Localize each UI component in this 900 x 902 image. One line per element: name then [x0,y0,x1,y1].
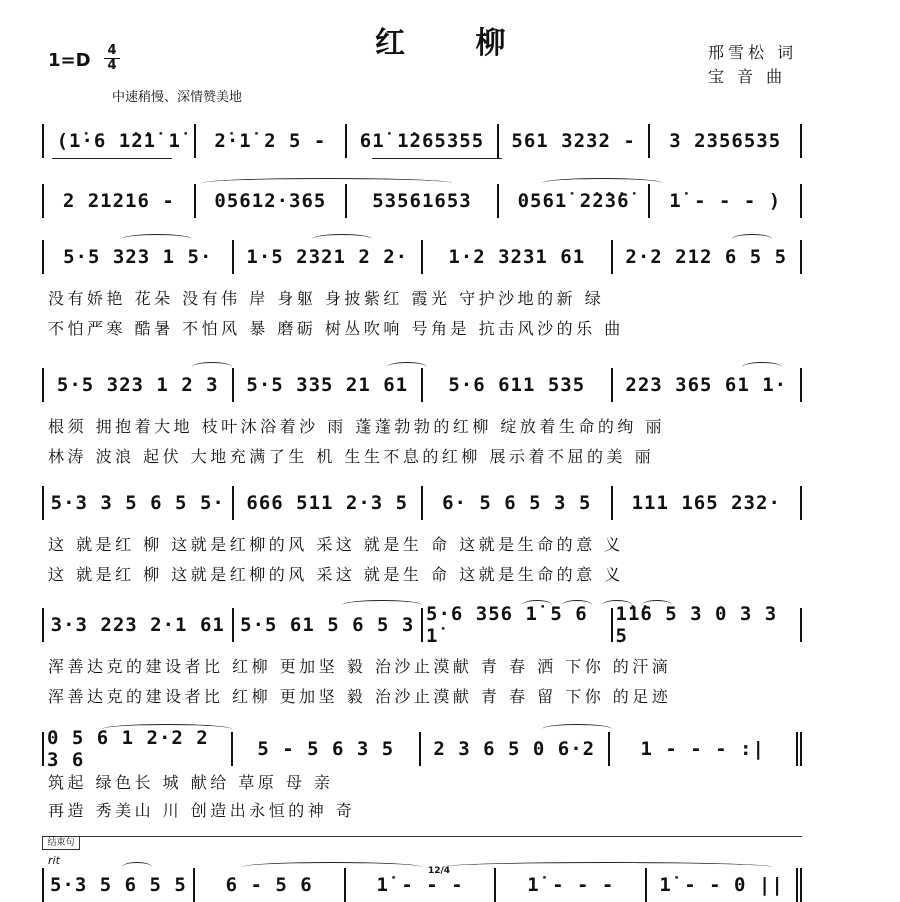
bar: 0 5 6 1 2·2 2 3 6 [42,732,233,766]
fermata-meter: 12/4 [428,866,451,876]
bar: 561 3232 - [499,124,651,158]
notes-row [42,368,802,402]
bar: 1̇ - - - [346,868,497,902]
beam-line [52,158,172,159]
bar: 3·3 223 2·1 61 [42,608,234,642]
bar: 5·6 611 535 [423,368,613,402]
bar: 61̇ 1̇265355 [347,124,499,158]
bar: 1 - - - :| [610,732,803,766]
lyric-verse-1: 没有娇艳 花朵 没有伟 岸 身躯 身披紫红 霞光 守护沙地的新 绿 [48,289,605,308]
lyric-verse-2: 不怕严寒 酷暑 不怕风 暴 磨砺 树丛吹响 号角是 抗击风沙的乐 曲 [48,319,624,338]
bar: 53561653 [347,184,499,218]
bar: 1̇1̇6 5 3 0 3 3 5 [613,608,803,642]
bar: 5·5 61 5 6 5 3 [234,608,424,642]
bar: 6 - 5 6 [195,868,346,902]
coda-label: 结束句 [42,836,80,850]
lyric-verse-2: 这 就是红 柳 这就是红柳的风 采这 就是生 命 这就是生命的意 义 [48,565,624,584]
bar: 0561̇ 2̇2̇3̇6̇ [499,184,651,218]
lyric-verse-1: 这 就是红 柳 这就是红柳的风 采这 就是生 命 这就是生命的意 义 [48,535,624,554]
lyricist-credit: 邢雪松 词 [708,43,798,62]
bar: 223 365 61 1· [613,368,803,402]
bar: 111 165 232· [613,486,803,520]
notes-row [42,486,802,520]
notes-row [42,240,802,274]
bar: 1̇ - - - [496,868,647,902]
bar: 2 3 6 5 0 6·2 [421,732,610,766]
bar: 5 - 5 6 3 5 [233,732,422,766]
lyric-verse-2: 浑善达克的建设者比 红柳 更加坚 毅 治沙止漠献 青 春 留 下你 的足迹 [48,687,672,706]
tempo-marking: 中速稍慢、深情赞美地 [112,90,243,105]
time-signature [104,44,120,73]
notes-row [42,868,802,902]
bar: 6· 5 6 5 3 5 [423,486,613,520]
bar: 1·2 3231 61 [423,240,613,274]
bar: 2·2 212 6 5 5 [613,240,803,274]
notes-row [42,727,802,771]
notes-row [42,124,802,158]
coda-bracket [42,836,802,838]
bar: 1̇ - - - ) [650,184,802,218]
bar: 5·3 3 5 6 5 5· [42,486,234,520]
bar: 666 511 2·3 5 [234,486,424,520]
composer-credit: 宝 音 曲 [708,67,787,86]
song-title: 红 柳 [375,26,536,61]
lyric-verse-2: 再造 秀美山 川 创造出永恒的神 奇 [48,801,356,820]
bar: 2 21216 - [42,184,196,218]
meter-top: 4 [107,43,117,58]
rit-marking: rit [48,854,60,867]
notes-row [42,603,802,647]
lyric-verse-2: 林涛 波浪 起伏 大地充满了生 机 生生不息的红柳 展示着不屈的美 丽 [48,447,655,466]
meter-bottom: 4 [104,58,120,73]
bar: 5·6 356 1̇ 5 6 1̇ [423,608,613,642]
bar: 5·5 323 1 2 3 [42,368,234,402]
bar: 1̇ - - 0 || [647,868,802,902]
bar: 3 2356535 [650,124,802,158]
bar: 2̇·1̇ 2 5 - [196,124,348,158]
bar: (1̇·6 1̇2̇1̇ 1̇ [42,124,196,158]
bar: 5·3 5 6 5 5 [42,868,195,902]
bar: 5·5 335 21 61 [234,368,424,402]
lyric-verse-1: 根须 拥抱着大地 枝叶沐浴着沙 雨 蓬蓬勃勃的红柳 绽放着生命的绚 丽 [48,417,666,436]
notes-row [42,184,802,218]
bar: 5·5 323 1 5· [42,240,234,274]
bar: 05612·365 [196,184,348,218]
bar: 1·5 2321 2 2· [234,240,424,274]
beam-line [372,158,502,159]
lyric-verse-1: 浑善达克的建设者比 红柳 更加坚 毅 治沙止漠献 青 春 洒 下你 的汗滴 [48,657,672,676]
key-signature: 1=D [48,50,91,71]
lyric-verse-1: 筑起 绿色长 城 献给 草原 母 亲 [48,773,334,792]
